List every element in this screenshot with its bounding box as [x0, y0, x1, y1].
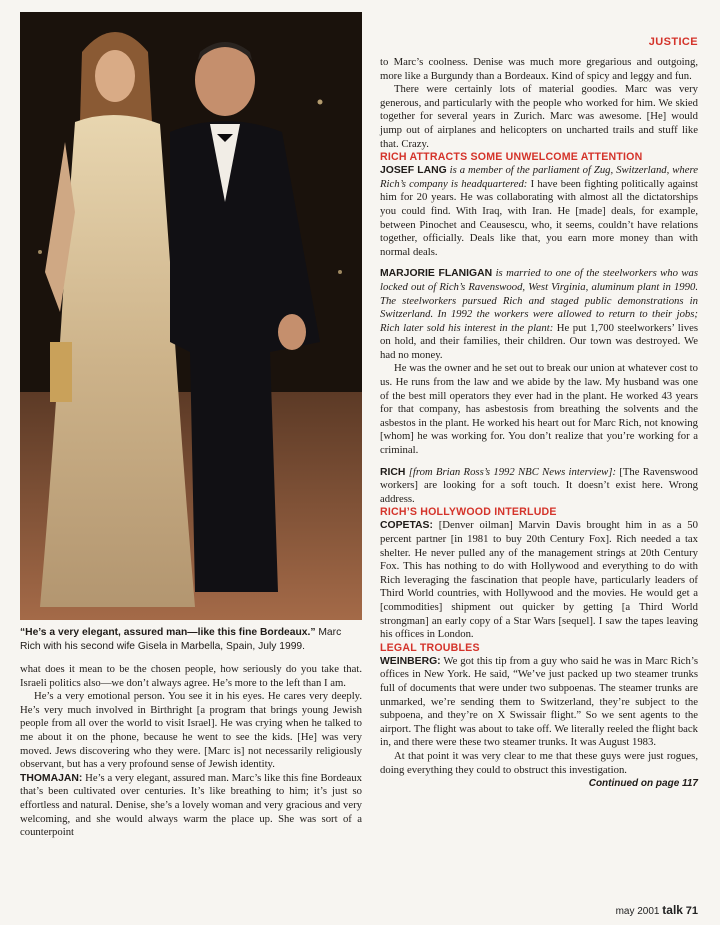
speaker-paragraph [380, 466, 698, 507]
speaker-paragraph [380, 164, 698, 259]
photo-illustration [20, 12, 362, 620]
speaker-name: RICH [380, 466, 406, 478]
speaker-intro: is married to one of the steelworkers who was locked out of Rich’s Ravenswood, West Virginia, aluminum plant in 1990. The steelworkers pursued Rich and staged public demonstrations in Switzerland. In 1992 the workers were allowed to return to their jobs; Rich later sold his interest in the plant: [380, 267, 698, 334]
speaker-intro: is a member of the parliament of Zug, Switzerland, where Rich’s company is headquartered: [380, 164, 698, 190]
right-column [380, 56, 698, 791]
section-heading: LEGAL TROUBLES [380, 641, 480, 654]
paragraph: He’s a very emotional person. You see it in his eyes. He cares very deeply. He’s very much involved in Birthright [a program that brings young Jewish people from all over the world to visit Israel]. He was crying when he talked to me about it on the phone, because he went to see the kids. [He] was very moved. Jews discovering who they were. [Marc is] not necessarily religiously observant, but has a very profound sense of Jewish identity. [20, 690, 362, 771]
paragraph: to Marc’s coolness. Denise was much more gregarious and outgoing, more like a Burgundy than a Bordeaux. Kind of spicy and leggy and fun. [380, 56, 698, 82]
folio [616, 903, 698, 917]
paragraph: At that point it was very clear to me that these guys were just rogues, doing everything they could to obstruct this investigation. [380, 749, 698, 776]
caption-quote: “He’s a very elegant, assured man—like this fine Bordeaux.” [20, 627, 316, 638]
speaker-text: [Denver oilman] Marvin Davis brought him in as a 50 percent partner [in 1981 to buy 20th Century Fox]. Rich needed a tax shelter. He never pulled any of the management strings at 20th Century Fox. This has nothing to do with Hollywood and everything to do with Rich leveraging the fascination that people have, particularly leaders of Third World countries, with Hollywood and the movies. He would get a [commodities] shipment out quicker by getting [a Third World strongman] an early copy of a Star Wars [sequel]. I saw the tapes leaving his offices in London. [380, 519, 698, 641]
speaker-name: COPETAS: [380, 520, 433, 532]
speaker-name: THOMAJAN: [20, 772, 83, 784]
paragraph: what does it mean to be the chosen people, how seriously do you take that. Israeli politics also—we don’t always agree. He’s more to the left than I am. [20, 663, 362, 689]
left-column [20, 663, 362, 840]
speaker-text: [The Ravenswood workers] are looking for a soft touch. It doesn’t exist here. Wrong address. [380, 465, 699, 505]
speaker-name: JOSEF LANG [380, 165, 447, 177]
section-heading: RICH ATTRACTS SOME UNWELCOME ATTENTION [380, 151, 643, 164]
section-heading: RICH’S HOLLYWOOD INTERLUDE [380, 506, 557, 519]
speaker-name: WEINBERG: [380, 655, 441, 667]
speaker-text: He’s a very elegant, assured man. Marc’s like this fine Bordeaux that’s been cultivated over centuries. It’s like breathing to him; it’s just so effortless and natural. Denise, she’s a lovely woman and very gracious and very welcoming, and she would always warm the place up. She was sort of a counterpoint [20, 771, 362, 839]
paragraph: There were certainly lots of material goodies. Marc was very generous, and particularly with the people who worked for him. We skied together for several years in Zurich. Marc was awesome. [He] would jump out of airplanes and helicopters on uncharted trails and stuff like that. Crazy. [380, 83, 698, 150]
speaker-text: I have been fighting politically against him for 20 years. He was collaborating with almost all the dictatorships you could find. With Iraq, with Iran. He [made] deals, for example, between Pinochet and Ceausescu, who, it seems, couldn’t have relations together, officially. Deals like that, you earn more money than with normal deals. [380, 177, 698, 258]
folio-date: may 2001 [615, 906, 660, 917]
speaker-text: He put 1,700 steelworkers’ lives on hold, and their families, their children. Our town was destroyed. We had no money. [380, 321, 698, 361]
caption-text: Marc Rich with his second wife Gisela in Marbella, Spain, July 1999. [20, 627, 342, 652]
speaker-intro: [from Brian Ross’s 1992 NBC News interview]: [405, 465, 617, 478]
photo-marc-rich-and-gisela [20, 12, 362, 620]
speaker-paragraph [20, 772, 362, 840]
paragraph: He was the owner and he set out to break our union at whatever cost to us. He runs from the law and we abide by the law. My husband was one of the best mill operators they ever had in the plant. He worked 43 years for that company, has asbestosis from breathing the solvents and the asbestos in the plant. He worked his heart out for Marc Rich, not knowing [whom] he was working for. You don’t realize that you’re working for a criminal. [380, 362, 698, 457]
speaker-name: MARJORIE FLANIGAN [380, 268, 493, 280]
folio-magazine: talk [662, 903, 683, 917]
continued-note: Continued on page 117 [588, 778, 698, 790]
speaker-text: We got this tip from a guy who said he was in Marc Rich’s offices in New York. He said, “We’ve just packed up two steamer trunks full of documents that were under two subpoenas. The steamer trunks are unmarked, we’re sending them to Switzerland, they’re subject to the subpoena, and they’re on X Swissair flight.” So we sent agents to the airport. The flight was about to take off. We literally reeled the flight back in, and there were these two steamer trunks. It was August 1983. [380, 654, 698, 749]
speaker-paragraph [380, 519, 698, 641]
speaker-paragraph [380, 267, 698, 362]
speaker-paragraph [380, 655, 698, 750]
section-label: JUSTICE [648, 36, 698, 48]
photo-caption [20, 626, 362, 653]
folio-page-number: 71 [685, 905, 698, 917]
